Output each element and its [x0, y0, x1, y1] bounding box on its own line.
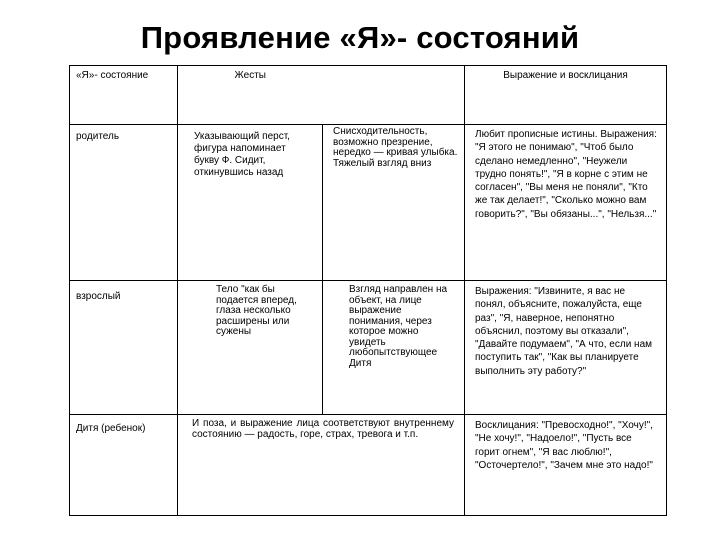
table-row [70, 281, 667, 415]
gesture-child: И поза, и выражение лица соответствуют внутреннему состоянию — радость, горе, страх, тревога и т.п. [192, 418, 454, 440]
ego-states-table [69, 65, 667, 516]
state-label-adult: взрослый [76, 291, 121, 302]
header-gestures-cell [178, 66, 323, 125]
header-state: «Я»- состояние [76, 70, 149, 81]
header-expressions-cell [465, 66, 667, 125]
state-label-child: Дитя (ребенок) [76, 423, 146, 434]
expression-adult: Выражения: "Извините, я вас не понял, объясните, пожалуйста, еще раз", "Я, наверное, непонятно объяснил, поэтому вы отказали", "Давайте подумаем", "А что, если нам поступить так", "Как вы планируете выполнить эту работу?" [475, 286, 653, 377]
expression-parent: Любит прописные истины. Выражения: "Я этого не понимаю", "Чтоб было сделано немедленно", "Неужели трудно понять!", "Я в корне с этим не согласен", "Вы меня не поняли", "Кто же так делает!", "Сколько можно вам говорить?", "Вы обязаны...", "Нельзя..." [475, 129, 657, 220]
face-parent: Снисходительность, возможно презрение, нередко — кривая улыбка. Тяжелый взгляд вниз [333, 126, 458, 169]
header-expressions: Выражение и восклицания [503, 70, 628, 81]
header-state-cell [70, 66, 178, 125]
expression-child: Восклицания: "Превосходно!", "Хочу!", "Не хочу!", "Надоело!", "Пусть все горит огнем", "Я вас люблю!", "Осточертело!", "Зачем мне это надо!" [475, 420, 653, 471]
slide-title: Проявление «Я»- состояний [140, 20, 580, 55]
header-spacer-cell [323, 66, 465, 125]
table-row [70, 125, 667, 281]
table-row [70, 415, 667, 516]
state-label-parent: родитель [76, 131, 120, 142]
gesture-parent: Указывающий перст, фигура напоминает букву Ф. Сидит, откинувшись назад [194, 131, 290, 178]
table-header-row [70, 66, 667, 125]
header-gestures: Жесты [234, 70, 266, 81]
gesture-adult: Тело "как бы подается вперед, глаза несколько расширены или сужены [216, 284, 297, 337]
face-adult: Взгляд направлен на объект, на лице выражение понимания, через которое можно увидеть любопытствующее Дитя [349, 284, 448, 369]
